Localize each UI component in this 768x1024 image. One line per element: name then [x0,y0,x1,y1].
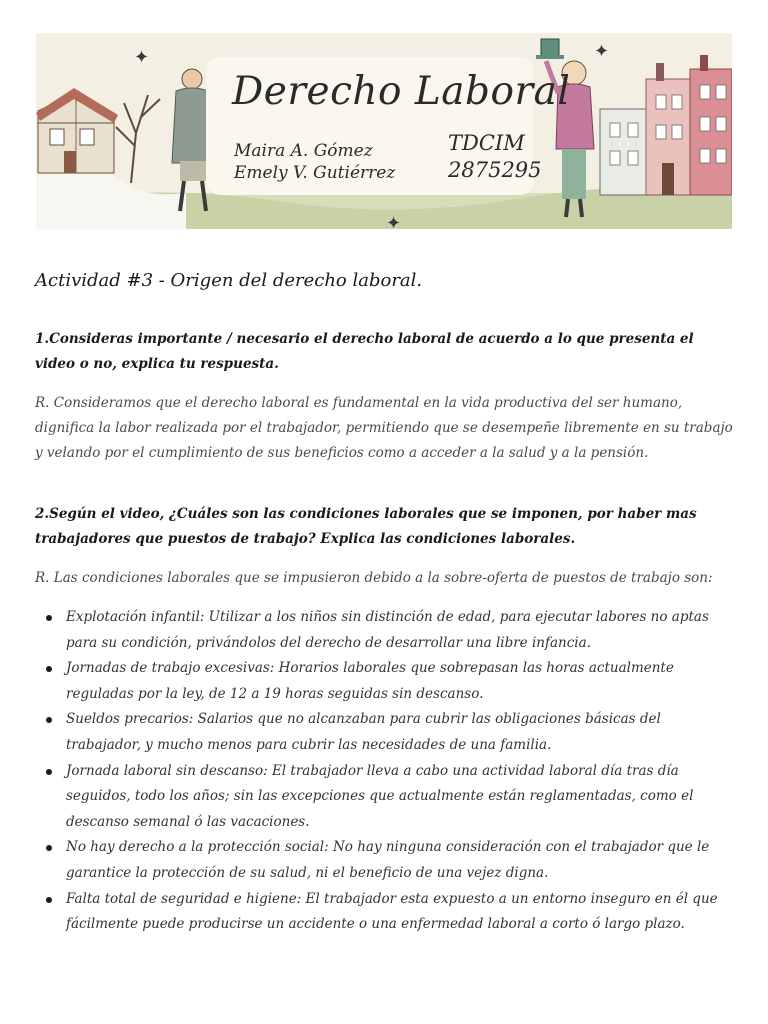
svg-text:✦: ✦ [386,213,402,229]
document-body [35,270,735,938]
gentleman-figure-icon [536,39,594,217]
conditions-list [35,605,735,938]
townhouses-icon [600,55,732,195]
list-item [35,605,735,656]
course-code: 2875295 [448,158,542,182]
question-text: 1.Consideras importante / necesario el derecho laboral de acuerdo a lo que presenta el video o no, explica tu respuesta. [35,331,694,372]
author-name: Emely V. Gutiérrez [234,163,396,183]
header-banner [36,33,732,229]
list-item-text: Sueldos precarios: Salarios que no alcanzaban para cubrir las obligaciones básicas del trabajador, y mucho menos para cubrir las necesidades de una familia. [66,711,661,753]
list-item [35,887,735,938]
list-item [35,835,735,886]
list-item [35,707,735,758]
document-title: Derecho Laboral [232,69,571,114]
bullet-icon [46,615,52,621]
tree-icon [116,95,160,183]
bullet-icon [46,897,52,903]
list-item [35,656,735,707]
question-text: 2.Según el video, ¿Cuáles son las condiciones laborales que se imponen, por haber mas trabajadores que puestos de trabajo? Explica las condiciones laborales. [35,506,697,547]
answer-text: R. Las condiciones laborales que se impusieron debido a la sobre-oferta de puestos de trabajo son: [35,570,713,586]
list-item-text: Jornada laboral sin descanso: El trabajador lleva a cabo una actividad laboral día tras día seguidos, todo los años; sin las excepciones que actualmente están reglamentadas, como el descanso semanal ó las vacaciones. [66,762,694,830]
list-item-text: No hay derecho a la protección social: No hay ninguna consideración con el trabajador que le garantice la protección de su salud, ni el beneficio de una vejez digna. [66,839,710,881]
course-code: TDCIM [448,131,525,155]
bullet-icon [46,717,52,723]
svg-text:✦: ✦ [134,47,150,68]
bullet-icon [46,666,52,672]
list-item-text: Explotación infantil: Utilizar a los niños sin distinción de edad, para ejecutar labores no aptas para su condición, privándolos del derecho de desarrollar una libre infancia. [66,609,709,651]
bullet-icon [46,769,52,775]
list-item [35,759,735,836]
cottage-icon [36,88,118,173]
bullet-icon [46,845,52,851]
answer-text: R. Consideramos que el derecho laboral es fundamental en la vida productiva del ser humano, dignifica la labor realizada por el trabajador, permitiendo que se desempeñe libremente en su trabajo y velando por el cumplimiento de sus beneficios como a acceder a la salud y a la pensión. [35,395,733,461]
list-item-text: Jornadas de trabajo excesivas: Horarios laborales que sobrepasan las horas actualmente reguladas por la ley, de 12 a 19 horas seguidas sin descanso. [66,660,674,702]
list-item-text: Falta total de seguridad e higiene: El trabajador esta expuesto a un entorno inseguro en él que fácilmente puede producirse un accidente o una enfermedad laboral a corto ó largo plazo. [66,890,718,933]
author-name: Maira A. Gómez [234,141,373,161]
svg-text:✦: ✦ [594,41,610,62]
activity-title: Actividad #3 - Origen del derecho laboral. [35,270,423,291]
